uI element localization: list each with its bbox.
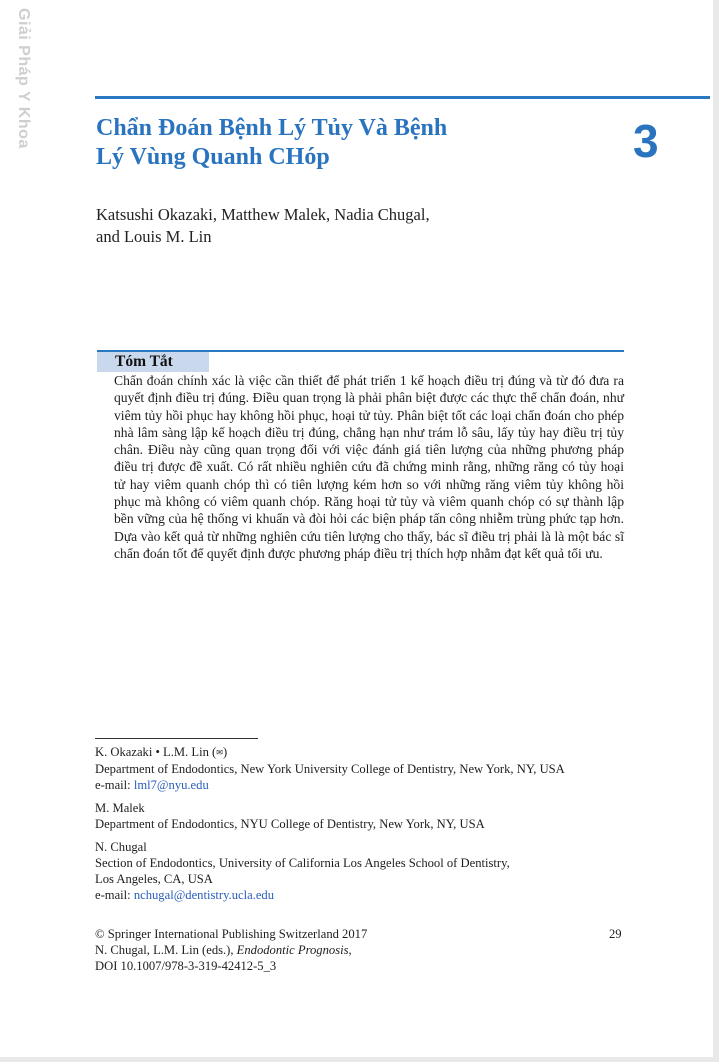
- page-number: 29: [609, 927, 622, 941]
- footnote-rule: [95, 738, 258, 739]
- email-label: e-mail:: [95, 888, 134, 902]
- mail-icon: ✉: [216, 748, 223, 757]
- affiliation-malek: [95, 800, 635, 832]
- abstract-body: Chẩn đoán chính xác là việc cần thiết để phát triển 1 kế hoạch điều trị đúng và từ đó đưa ra quyết định điều trị đúng. Điều quan trọng là phải phân biệt được các thực thể chẩn đoán, như viêm tủy hồi phục hay không hồi phục, hoại tử tủy. Phân biệt tốt các loại chẩn đoán cho phép nhà lâm sàng lập kế hoạch điều trị đúng, chẳng hạn như trám lỗ sâu, lấy tủy hay điều trị tủy chân. Điều này cũng quan trọng đối với việc đánh giá tiên lượng của những phương pháp điều trị được đề xuất. Có rất nhiều nghiên cứu đã chứng minh rằng, những răng có tủy hoại tử hay viêm quanh chóp thì có tiên lượng kém hơn so với những răng viêm tủy không hồi phục mà không có viêm quanh chóp. Răng hoại tử tủy và viêm quanh chóp có sự thành lập bền vững của hệ thống vi khuẩn và đòi hỏi các biện pháp tấn công nhiễm trùng phức tạp hơn. Dựa vào kết quả từ những nghiên cứu tiên lượng cho thấy, bác sĩ điều trị phải là là một bác sĩ chẩn đoán tốt để quyết định được phương pháp điều trị thích hợp nhằm đạt kết quả tối ưu.: [114, 373, 624, 561]
- author-line-1: Katsushi Okazaki, Matthew Malek, Nadia Chugal,: [96, 205, 430, 224]
- email-label: e-mail:: [95, 778, 134, 792]
- chapter-title-line-2: Lý Vùng Quanh CHóp: [96, 144, 330, 170]
- author-list: [96, 204, 536, 248]
- copyright-line: © Springer International Publishing Switzerland 2017: [95, 927, 368, 941]
- author-line-2: and Louis M. Lin: [96, 227, 212, 246]
- doi-line: DOI 10.1007/978-3-319-42412-5_3: [95, 959, 277, 973]
- affiliation-name: M. Malek: [95, 801, 145, 815]
- abstract-heading: Tóm Tắt: [97, 352, 209, 372]
- chapter-title-line-1: Chẩn Đoán Bệnh Lý Tủy Và Bệnh: [96, 115, 448, 141]
- watermark: Giải Pháp Y Khoa: [15, 8, 32, 149]
- affiliation-text: Section of Endodontics, University of California Los Angeles School of Dentistry,: [95, 856, 510, 870]
- chapter-number: 3: [633, 115, 659, 167]
- author-affiliations: [95, 744, 635, 910]
- affiliation-name: N. Chugal: [95, 840, 147, 854]
- affiliation-text: Department of Endodontics, NYU College of Dentistry, New York, NY, USA: [95, 817, 485, 831]
- affiliation-names: K. Okazaki • L.M. Lin (: [95, 745, 217, 759]
- affiliation-text: Department of Endodontics, New York University College of Dentistry, New York, NY, USA: [95, 762, 565, 776]
- affiliation-chugal: [95, 839, 635, 903]
- chapter-title: [96, 114, 576, 172]
- email-link-chugal[interactable]: nchugal@dentistry.ucla.edu: [133, 888, 275, 902]
- copyright-block: [95, 926, 555, 974]
- affiliation-okazaki-lin: [95, 744, 635, 793]
- book-citation: N. Chugal, L.M. Lin (eds.), Endodontic Prognosis,: [95, 943, 352, 957]
- email-link-lin[interactable]: lml7@nyu.edu: [133, 778, 209, 792]
- book-title: Endodontic Prognosis: [236, 943, 349, 957]
- chapter-top-rule: [95, 96, 710, 99]
- affiliation-names-end: ): [222, 745, 228, 759]
- affiliation-text: Los Angeles, CA, USA: [95, 872, 213, 886]
